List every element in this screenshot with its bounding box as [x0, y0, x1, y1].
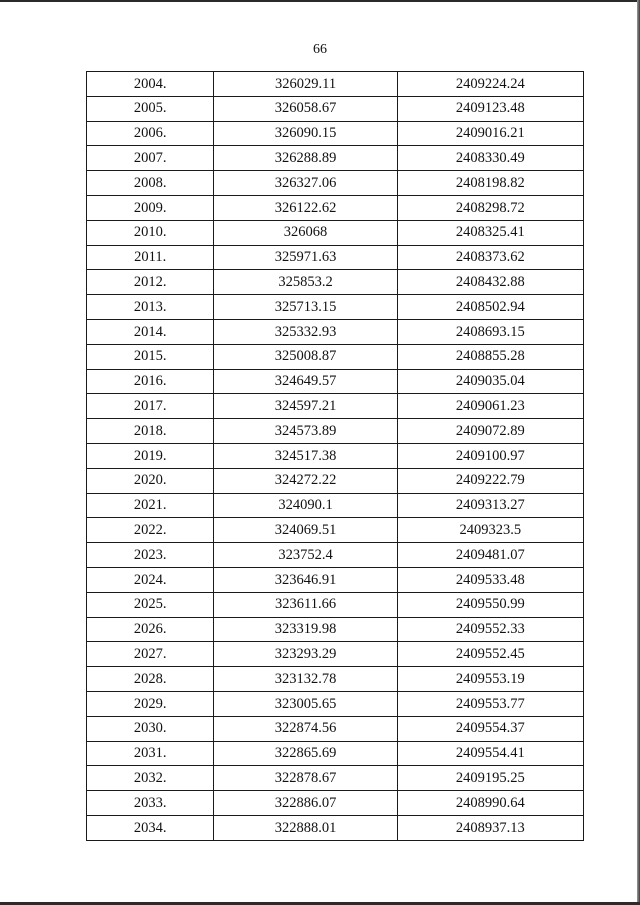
- table-row: [87, 369, 584, 394]
- point-number-cell: 2006.: [87, 121, 214, 146]
- table-row: [87, 617, 584, 642]
- point-number-cell: 2007.: [87, 146, 214, 171]
- x-coordinate-cell: 326288.89: [214, 146, 397, 171]
- y-coordinate-cell: 2409323.5: [397, 518, 583, 543]
- x-coordinate-cell: 323752.4: [214, 543, 397, 568]
- point-number-cell: 2032.: [87, 766, 214, 791]
- point-number-cell: 2019.: [87, 443, 214, 468]
- point-number-cell: 2034.: [87, 815, 214, 840]
- x-coordinate-cell: 324573.89: [214, 419, 397, 444]
- y-coordinate-cell: 2409195.25: [397, 766, 583, 791]
- table-row: [87, 146, 584, 171]
- y-coordinate-cell: 2409035.04: [397, 369, 583, 394]
- point-number-cell: 2015.: [87, 344, 214, 369]
- coordinates-table: [86, 71, 584, 841]
- table-row: [87, 319, 584, 344]
- table-row: [87, 220, 584, 245]
- table-row: [87, 567, 584, 592]
- x-coordinate-cell: 326068: [214, 220, 397, 245]
- point-number-cell: 2005.: [87, 96, 214, 121]
- x-coordinate-cell: 326029.11: [214, 72, 397, 97]
- table-row: [87, 394, 584, 419]
- point-number-cell: 2023.: [87, 543, 214, 568]
- y-coordinate-cell: 2409072.89: [397, 419, 583, 444]
- table-row: [87, 815, 584, 840]
- x-coordinate-cell: 324517.38: [214, 443, 397, 468]
- y-coordinate-cell: 2408298.72: [397, 195, 583, 220]
- table-row: [87, 667, 584, 692]
- table-row: [87, 171, 584, 196]
- point-number-cell: 2013.: [87, 295, 214, 320]
- table-row: [87, 295, 584, 320]
- x-coordinate-cell: 322878.67: [214, 766, 397, 791]
- table-row: [87, 691, 584, 716]
- x-coordinate-cell: 323611.66: [214, 592, 397, 617]
- y-coordinate-cell: 2408373.62: [397, 245, 583, 270]
- x-coordinate-cell: 325008.87: [214, 344, 397, 369]
- y-coordinate-cell: 2409554.37: [397, 716, 583, 741]
- y-coordinate-cell: 2409550.99: [397, 592, 583, 617]
- x-coordinate-cell: 323293.29: [214, 642, 397, 667]
- x-coordinate-cell: 324649.57: [214, 369, 397, 394]
- table-row: [87, 592, 584, 617]
- y-coordinate-cell: 2409481.07: [397, 543, 583, 568]
- point-number-cell: 2008.: [87, 171, 214, 196]
- x-coordinate-cell: 326122.62: [214, 195, 397, 220]
- y-coordinate-cell: 2408855.28: [397, 344, 583, 369]
- point-number-cell: 2010.: [87, 220, 214, 245]
- x-coordinate-cell: 322874.56: [214, 716, 397, 741]
- point-number-cell: 2026.: [87, 617, 214, 642]
- point-number-cell: 2012.: [87, 270, 214, 295]
- table-row: [87, 716, 584, 741]
- x-coordinate-cell: 324597.21: [214, 394, 397, 419]
- x-coordinate-cell: 326090.15: [214, 121, 397, 146]
- y-coordinate-cell: 2409553.19: [397, 667, 583, 692]
- y-coordinate-cell: 2408990.64: [397, 791, 583, 816]
- point-number-cell: 2021.: [87, 493, 214, 518]
- table-row: [87, 518, 584, 543]
- point-number-cell: 2014.: [87, 319, 214, 344]
- table-row: [87, 766, 584, 791]
- table-row: [87, 344, 584, 369]
- table-row: [87, 443, 584, 468]
- table-row: [87, 245, 584, 270]
- point-number-cell: 2024.: [87, 567, 214, 592]
- y-coordinate-cell: 2408502.94: [397, 295, 583, 320]
- y-coordinate-cell: 2408330.49: [397, 146, 583, 171]
- table-row: [87, 121, 584, 146]
- x-coordinate-cell: 325971.63: [214, 245, 397, 270]
- y-coordinate-cell: 2408693.15: [397, 319, 583, 344]
- table-row: [87, 96, 584, 121]
- y-coordinate-cell: 2409313.27: [397, 493, 583, 518]
- y-coordinate-cell: 2409552.33: [397, 617, 583, 642]
- point-number-cell: 2031.: [87, 741, 214, 766]
- point-number-cell: 2027.: [87, 642, 214, 667]
- point-number-cell: 2030.: [87, 716, 214, 741]
- x-coordinate-cell: 323132.78: [214, 667, 397, 692]
- table-row: [87, 468, 584, 493]
- point-number-cell: 2011.: [87, 245, 214, 270]
- y-coordinate-cell: 2408325.41: [397, 220, 583, 245]
- x-coordinate-cell: 326058.67: [214, 96, 397, 121]
- point-number-cell: 2029.: [87, 691, 214, 716]
- y-coordinate-cell: 2408432.88: [397, 270, 583, 295]
- table-row: [87, 642, 584, 667]
- point-number-cell: 2004.: [87, 72, 214, 97]
- x-coordinate-cell: 322886.07: [214, 791, 397, 816]
- table-row: [87, 791, 584, 816]
- x-coordinate-cell: 325853.2: [214, 270, 397, 295]
- y-coordinate-cell: 2409016.21: [397, 121, 583, 146]
- table-row: [87, 195, 584, 220]
- point-number-cell: 2016.: [87, 369, 214, 394]
- x-coordinate-cell: 322888.01: [214, 815, 397, 840]
- page-number: 66: [313, 42, 327, 57]
- y-coordinate-cell: 2409061.23: [397, 394, 583, 419]
- point-number-cell: 2028.: [87, 667, 214, 692]
- table-row: [87, 419, 584, 444]
- y-coordinate-cell: 2408937.13: [397, 815, 583, 840]
- x-coordinate-cell: 325332.93: [214, 319, 397, 344]
- point-number-cell: 2018.: [87, 419, 214, 444]
- x-coordinate-cell: 324069.51: [214, 518, 397, 543]
- y-coordinate-cell: 2409123.48: [397, 96, 583, 121]
- point-number-cell: 2022.: [87, 518, 214, 543]
- y-coordinate-cell: 2409100.97: [397, 443, 583, 468]
- x-coordinate-cell: 324090.1: [214, 493, 397, 518]
- point-number-cell: 2020.: [87, 468, 214, 493]
- y-coordinate-cell: 2409553.77: [397, 691, 583, 716]
- x-coordinate-cell: 323005.65: [214, 691, 397, 716]
- y-coordinate-cell: 2409222.79: [397, 468, 583, 493]
- point-number-cell: 2025.: [87, 592, 214, 617]
- x-coordinate-cell: 325713.15: [214, 295, 397, 320]
- point-number-cell: 2033.: [87, 791, 214, 816]
- point-number-cell: 2009.: [87, 195, 214, 220]
- table-row: [87, 270, 584, 295]
- y-coordinate-cell: 2409554.41: [397, 741, 583, 766]
- x-coordinate-cell: 324272.22: [214, 468, 397, 493]
- table-row: [87, 741, 584, 766]
- y-coordinate-cell: 2409533.48: [397, 567, 583, 592]
- scan-top-edge: [0, 0, 640, 2]
- x-coordinate-cell: 322865.69: [214, 741, 397, 766]
- y-coordinate-cell: 2409552.45: [397, 642, 583, 667]
- x-coordinate-cell: 323319.98: [214, 617, 397, 642]
- table-row: [87, 72, 584, 97]
- x-coordinate-cell: 326327.06: [214, 171, 397, 196]
- table-body: [87, 72, 584, 841]
- table-row: [87, 543, 584, 568]
- table-row: [87, 493, 584, 518]
- y-coordinate-cell: 2409224.24: [397, 72, 583, 97]
- y-coordinate-cell: 2408198.82: [397, 171, 583, 196]
- x-coordinate-cell: 323646.91: [214, 567, 397, 592]
- point-number-cell: 2017.: [87, 394, 214, 419]
